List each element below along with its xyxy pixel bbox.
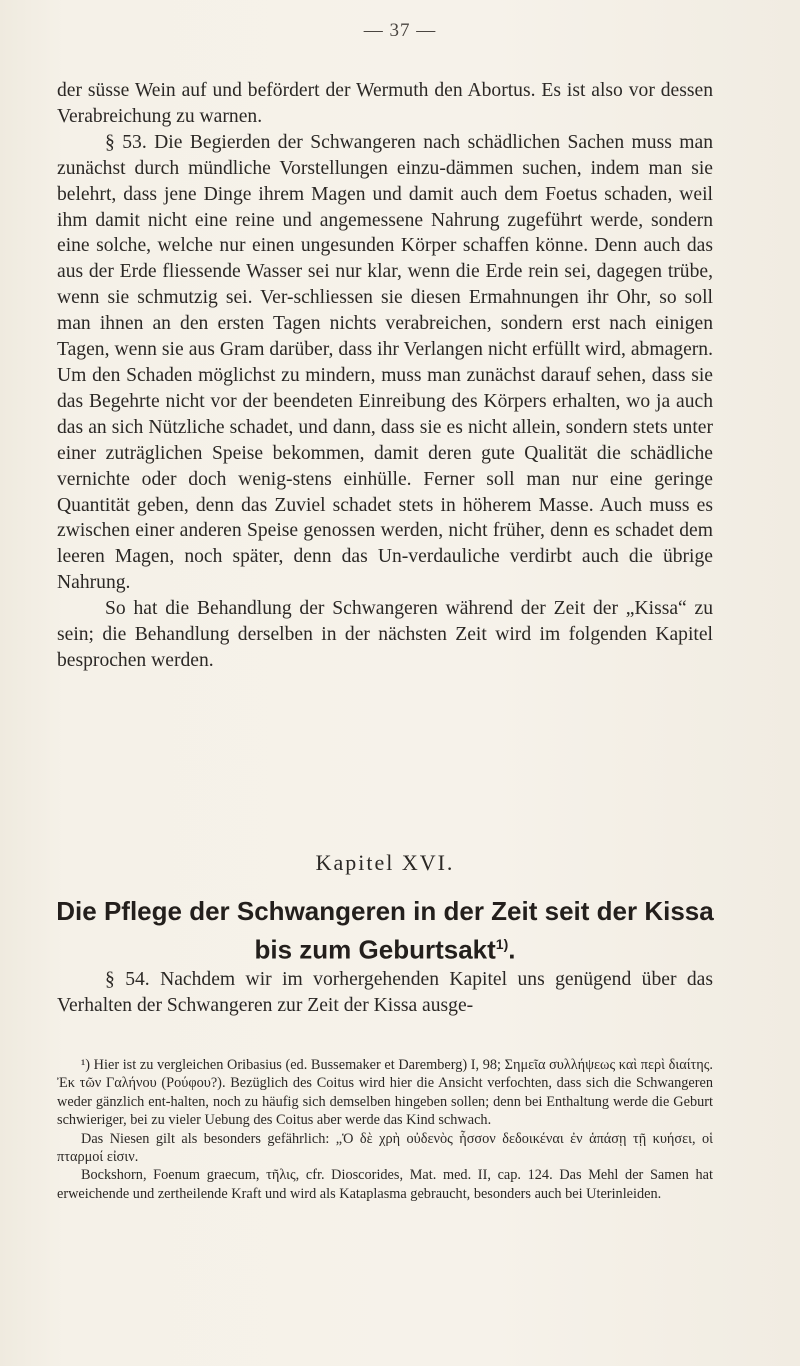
paragraph-section-53: § 53. Die Begierden der Schwangeren nach schädlichen Sachen muss man zunächst durch mündliche Vorstellungen einzu-dämmen suchen, indem man sie belehrt, dass jene Dinge ihrem Magen und damit auch dem Foetus schaden, weil ihm damit nicht eine reine und angemessene Nahrung zugeführt werde, sondern eine solche, welche nur einen ungesunden Körper schaffen könne. Denn auch das aus der Erde fliessende Wasser sei nur klar, wenn die Erde rein sei, dagegen trübe, wenn sie schmutzig sei. Ver-schliessen sie diesen Ermahnungen ihr Ohr, so soll man ihnen an den ersten Tagen nichts verabreichen, sondern erst nach einigen Tagen, wenn sie aus Gram darüber, dass ihr Verlangen nicht erfüllt wird, abmagern. Um den Schaden möglichst zu mindern, muss man zunächst darauf sehen, dass sie das Begehrte nicht vor der beendeten Einreibung des Körpers erhalten, wo ja auch das an sich Nützliche schadet, und dann, dass sie es nicht allein, sondern stets unter einer zuträglichen Speise bekommen, damit deren gute Qualität die schädliche vernichte oder doch wenig-stens einhülle. Ferner soll man nur eine geringe Quantität geben, denn das Zuviel schadet stets in höherem Masse. Auch muss es zwischen einer anderen Speise genossen werden, nicht früher, denn es schadet dem leeren Magen, noch später, denn das Un-verdauliche verdirbt auch die übrige Nahrung. bbox=[57, 131, 713, 594]
chapter-title-text: Die Pflege der Schwangeren in der Zeit seit der Kissa bis zum Geburtsakt bbox=[56, 896, 714, 965]
footnote-1: ¹) Hier ist zu vergleichen Oribasius (ed. Bussemaker et Daremberg) I, 98; Σημεῖα συλλήψεως καὶ περὶ διαίτης. Ἐκ τῶν Γαλήνου (Ρούφου?). Bezüglich des Coitus wird hier die Ansicht verfochten, dass sich die Schwangeren weder gänzlich ent-halten, noch zu häufig sich demselben hingeben sollen; denn bei Enthaltung werde die Geburt schwieriger, bei zu vieler Uebung des Coitus aber werde das Kind schwach. bbox=[57, 1057, 713, 1129]
body-text bbox=[57, 78, 713, 674]
page-number: — 37 — bbox=[363, 20, 437, 41]
paragraph-abortus: der süsse Wein auf und befördert der Wermuth den Abortus. Es ist also vor dessen Verabreichung zu warnen. bbox=[57, 80, 713, 127]
footnote-marker: 1) bbox=[495, 936, 509, 952]
footnote-bockshorn: Bockshorn, Foenum graecum, τῆλις, cfr. Dioscorides, Mat. med. II, cap. 124. Das Mehl der Samen hat erweichende und zertheilende Kraft und wird als Kataplasma gebraucht, besonders auch bei Uterinleiden. bbox=[57, 1167, 713, 1202]
paragraph-kissa-summary: So hat die Behandlung der Schwangeren während der Zeit der „Kissa“ zu sein; die Behandlung derselben in der nächsten Zeit wird im folgenden Kapitel besprochen werden. bbox=[57, 598, 713, 671]
footnotes bbox=[57, 1056, 713, 1203]
footnote-sneezing: Das Niesen gilt als besonders gefährlich: „Ὁ δὲ χρὴ οὐδενὸς ἧσσον δεδοικέναι ἐν ἁπάσῃ τῇ κυήσει, οἱ πταρμοί εἰσιν. bbox=[57, 1130, 713, 1166]
chapter-heading: Kapitel XVI. bbox=[315, 850, 455, 875]
paragraph-section-54: § 54. Nachdem wir im vorhergehenden Kapitel uns genügend über das Verhalten der Schwangeren zur Zeit der Kissa ausge- bbox=[57, 969, 713, 1016]
chapter-title: Die Pflege der Schwangeren in der Zeit seit der Kissa bis zum Geburtsakt$^{1)}$. bbox=[56, 896, 714, 965]
section-54 bbox=[57, 967, 713, 1019]
